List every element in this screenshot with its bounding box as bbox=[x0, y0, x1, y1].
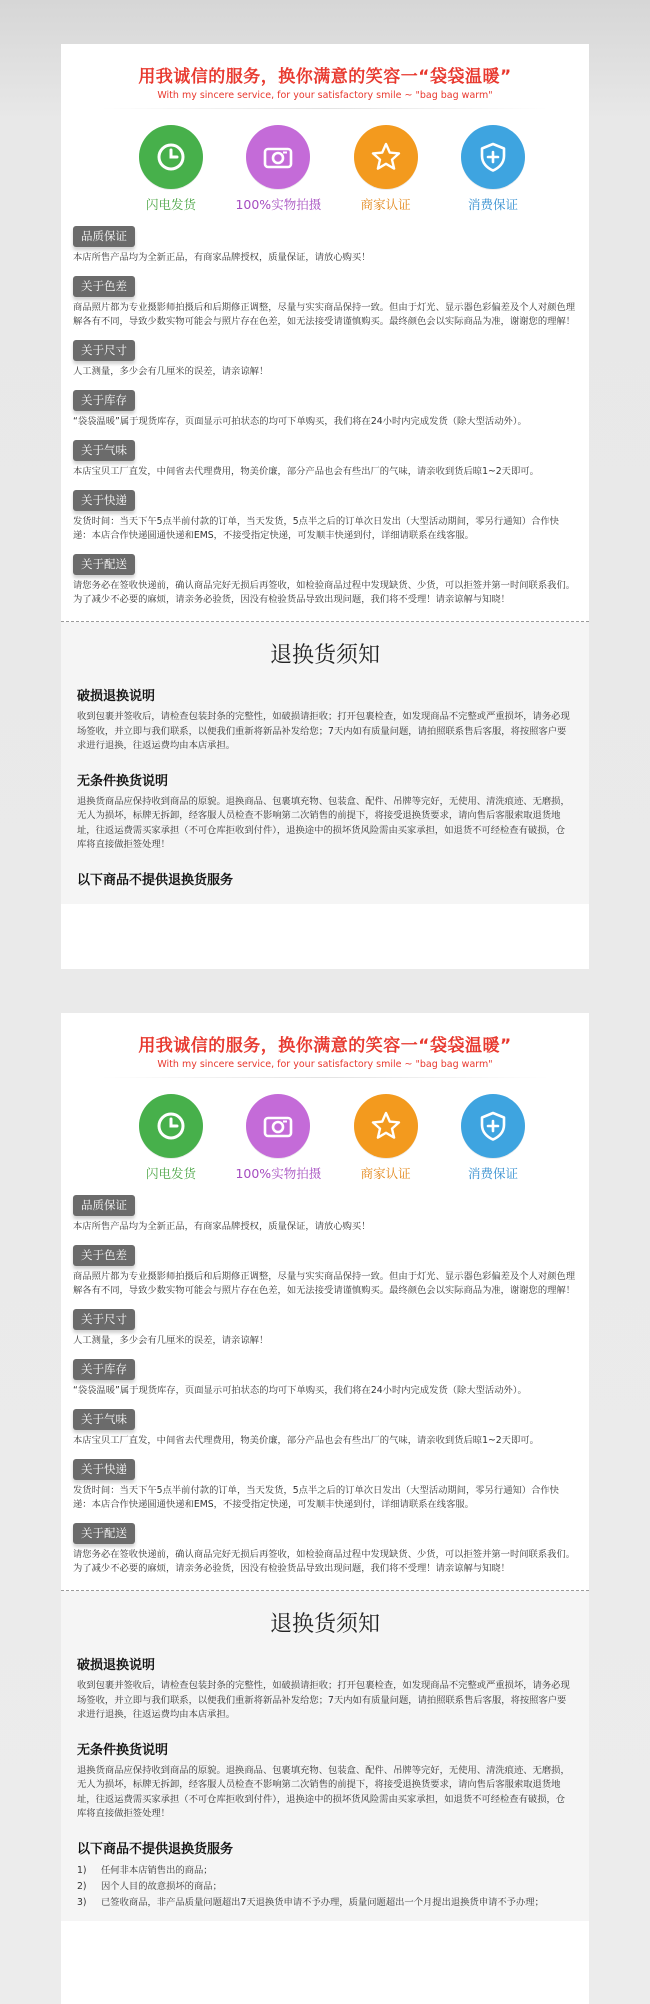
section-tag: 关于色差 bbox=[73, 1245, 135, 1266]
badge-fast-shipping bbox=[123, 125, 219, 213]
section-text: 商品照片都为专业摄影师拍摄后和后期修正调整，尽量与实实商品保持一致。但由于灯光、显示器色彩偏差及个人对颜色理解各有不同，导致少数实物可能会与照片存在色差，如无法接受请谨慎购买。最终颜色会以实际商品为准，谢谢您的理解！ bbox=[73, 1271, 576, 1296]
section-stock bbox=[73, 389, 577, 429]
star-icon bbox=[354, 125, 418, 189]
badge-label: 商家认证 bbox=[360, 1166, 411, 1181]
badge-label: 消费保证 bbox=[467, 197, 518, 212]
section-tag: 关于库存 bbox=[73, 1359, 135, 1380]
shield-icon bbox=[461, 125, 525, 189]
section-text: 本店所售产品均为全新正品，有商家品牌授权，质量保证，请放心购买！ bbox=[73, 252, 371, 263]
section-text: “袋袋温暖”属于现货库存，页面显示可拍状态的均可下单购买，我们将在24小时内完成发货（除大型活动外）。 bbox=[73, 416, 527, 427]
notice-heading-exclusions: 以下商品不提供退换货服务 bbox=[77, 872, 234, 888]
policy-sections bbox=[61, 213, 589, 607]
badge-real-photo bbox=[230, 1094, 326, 1182]
badge-label: 闪电发货 bbox=[145, 1166, 196, 1181]
camera-icon bbox=[246, 125, 310, 189]
section-tag: 关于配送 bbox=[73, 554, 135, 575]
section-tag: 关于尺寸 bbox=[73, 340, 135, 361]
badge-label: 100%实物拍摄 bbox=[235, 197, 322, 212]
section-stock bbox=[73, 1358, 577, 1398]
section-delivery bbox=[73, 1522, 577, 1576]
badge-real-photo bbox=[230, 125, 326, 213]
service-badges bbox=[61, 109, 589, 213]
section-text: 商品照片都为专业摄影师拍摄后和后期修正调整，尽量与实实商品保持一致。但由于灯光、显示器色彩偏差及个人对颜色理解各有不同，导致少数实物可能会与照片存在色差，如无法接受请谨慎购买。最终颜色会以实际商品为准，谢谢您的理解！ bbox=[73, 302, 576, 327]
section-tag: 关于快递 bbox=[73, 1459, 135, 1480]
notice-text-exchange: 退换货商品应保持收到商品的原貌。退换商品、包裹填充物、包装盒、配件、吊牌等完好，无使用、清洗痕迹、无磨损，无人为损坏，标牌无拆卸，经客服人员检查不影响第二次销售的前提下，将接受退换货要求，请向售后客服索取退货地址，往返运费需买家承担（不可仓库拒收到付件），退换途中的损坏货风险需由买家承担，如退货不可经检查有破损，仓库将直接做拒签处理！ bbox=[77, 795, 570, 850]
list-text: 因个人目的故意损坏的商品； bbox=[101, 1880, 222, 1892]
notice-text-damage: 收到包裹并签收后，请检查包装封条的完整性，如破损请拒收；打开包裹检查，如发现商品不完整或严重损坏，请务必现场签收，并立即与我们联系，以便我们重新将新品补发给您；7天内如有质量问题，请拍照联系售后客服，将按照客户要求进行退换，往返运费均由本店承担。 bbox=[77, 1680, 570, 1720]
info-panel-1 bbox=[61, 44, 589, 969]
policy-sections bbox=[61, 1182, 589, 1576]
service-badges bbox=[61, 1078, 589, 1182]
slogan-header bbox=[61, 1013, 589, 1078]
notice-heading-damage: 破损退换说明 bbox=[77, 1658, 156, 1673]
section-size bbox=[73, 1308, 577, 1348]
section-tag: 关于气味 bbox=[73, 1409, 135, 1430]
section-tag: 关于气味 bbox=[73, 440, 135, 461]
badge-label: 100%实物拍摄 bbox=[235, 1166, 322, 1181]
section-color bbox=[73, 275, 577, 329]
section-text: 本店宝贝工厂直发，中间省去代理费用，物美价廉，部分产品也会有些出厂的气味，请亲收到货后晾1~2天即可。 bbox=[73, 1435, 539, 1446]
badge-consumer-guarantee bbox=[445, 1094, 541, 1182]
badge-label: 商家认证 bbox=[360, 197, 411, 212]
notice-heading-damage: 破损退换说明 bbox=[77, 689, 156, 704]
return-notice bbox=[61, 622, 589, 904]
slogan-english: With my sincere service, for your satisfactory smile ~ "bag bag warm" bbox=[157, 90, 493, 101]
section-tag: 关于库存 bbox=[73, 390, 135, 411]
section-tag: 关于尺寸 bbox=[73, 1309, 135, 1330]
section-text: 发货时间：当天下午5点半前付款的订单，当天发货，5点半之后的订单次日发出（大型活动期间，零另行通知）合作快递：本店合作快递圆通快递和EMS，不接受指定快递，可发顺丰快递到付，详细请联系在线客服。 bbox=[73, 1485, 559, 1510]
section-quality bbox=[73, 225, 577, 265]
section-odor bbox=[73, 439, 577, 479]
section-text: 本店所售产品均为全新正品，有商家品牌授权，质量保证，请放心购买！ bbox=[73, 1221, 371, 1232]
section-size bbox=[73, 339, 577, 379]
section-text: 发货时间：当天下午5点半前付款的订单，当天发货，5点半之后的订单次日发出（大型活动期间，零另行通知）合作快递：本店合作快递圆通快递和EMS，不接受指定快递，可发顺丰快递到付，详细请联系在线客服。 bbox=[73, 516, 559, 541]
list-text: 任何非本店销售出的商品； bbox=[101, 1864, 213, 1876]
notice-text-exchange: 退换货商品应保持收到商品的原貌。退换商品、包裹填充物、包装盒、配件、吊牌等完好，无使用、清洗痕迹、无磨损，无人为损坏，标牌无拆卸，经客服人员检查不影响第二次销售的前提下，将接受退换货要求，请向售后客服索取退货地址，往返运费需买家承担（不可仓库拒收到付件），退换途中的损坏货风险需由买家承担，如退货不可经检查有破损，仓库将直接做拒签处理！ bbox=[77, 1764, 570, 1819]
section-tag: 品质保证 bbox=[73, 226, 135, 247]
section-quality bbox=[73, 1194, 577, 1234]
notice-text-damage: 收到包裹并签收后，请检查包装封条的完整性，如破损请拒收；打开包裹检查，如发现商品不完整或严重损坏，请务必现场签收，并立即与我们联系，以便我们重新将新品补发给您；7天内如有质量问题，请拍照联系售后客服，将按照客户要求进行退换，往返运费均由本店承担。 bbox=[77, 711, 570, 751]
section-color bbox=[73, 1244, 577, 1298]
notice-title: 退换货须知 bbox=[269, 1612, 380, 1637]
shield-icon bbox=[461, 1094, 525, 1158]
badge-consumer-guarantee bbox=[445, 125, 541, 213]
list-item bbox=[77, 1863, 573, 1879]
badge-label: 闪电发货 bbox=[145, 197, 196, 212]
info-panel-2 bbox=[61, 1013, 589, 2004]
notice-heading-exchange: 无条件换货说明 bbox=[77, 773, 169, 789]
section-text: 请您务必在签收快递前，确认商品完好无损后再签收，如检验商品过程中发现缺货、少货，可以拒签并第一时间联系我们。为了减少不必要的麻烦，请亲务必验货，因没有检验货品导致出现问题，我们将不受理！请亲谅解与知晓！ bbox=[73, 580, 576, 605]
section-tag: 关于配送 bbox=[73, 1523, 135, 1544]
camera-icon bbox=[246, 1094, 310, 1158]
list-text: 已签收商品，非产品质量问题超出7天退换货申请不予办理，质量问题超出一个月提出退换货申请不予办理； bbox=[101, 1896, 544, 1908]
section-tag: 品质保证 bbox=[73, 1195, 135, 1216]
section-text: 人工测量，多少会有几厘米的误差，请亲谅解！ bbox=[73, 1335, 269, 1346]
section-text: 人工测量，多少会有几厘米的误差，请亲谅解！ bbox=[73, 366, 269, 377]
slogan-chinese: 用我诚信的服务，换你满意的笑容一“袋袋温暖” bbox=[138, 1036, 512, 1056]
list-item bbox=[77, 1895, 573, 1911]
section-tag: 关于色差 bbox=[73, 276, 135, 297]
section-odor bbox=[73, 1408, 577, 1448]
notice-title: 退换货须知 bbox=[269, 643, 380, 668]
list-number: 2) bbox=[77, 1880, 87, 1892]
section-express bbox=[73, 489, 577, 543]
badge-merchant-cert bbox=[338, 125, 434, 213]
star-icon bbox=[354, 1094, 418, 1158]
section-tag: 关于快递 bbox=[73, 490, 135, 511]
notice-heading-exclusions: 以下商品不提供退换货服务 bbox=[77, 1841, 234, 1857]
clock-icon bbox=[139, 125, 203, 189]
section-text: 本店宝贝工厂直发，中间省去代理费用，物美价廉，部分产品也会有些出厂的气味，请亲收到货后晾1~2天即可。 bbox=[73, 466, 539, 477]
badge-merchant-cert bbox=[338, 1094, 434, 1182]
exclusions-list bbox=[77, 1863, 573, 1911]
return-notice bbox=[61, 1591, 589, 1921]
clock-icon bbox=[139, 1094, 203, 1158]
section-text: “袋袋温暖”属于现货库存，页面显示可拍状态的均可下单购买，我们将在24小时内完成发货（除大型活动外）。 bbox=[73, 1385, 527, 1396]
section-text: 请您务必在签收快递前，确认商品完好无损后再签收，如检验商品过程中发现缺货、少货，可以拒签并第一时间联系我们。为了减少不必要的麻烦，请亲务必验货，因没有检验货品导致出现问题，我们将不受理！请亲谅解与知晓！ bbox=[73, 1549, 576, 1574]
badge-fast-shipping bbox=[123, 1094, 219, 1182]
slogan-chinese: 用我诚信的服务，换你满意的笑容一“袋袋温暖” bbox=[138, 67, 512, 87]
slogan-english: With my sincere service, for your satisfactory smile ~ "bag bag warm" bbox=[157, 1059, 493, 1070]
list-number: 1) bbox=[77, 1864, 87, 1876]
slogan-header bbox=[61, 44, 589, 109]
list-item bbox=[77, 1879, 573, 1895]
section-express bbox=[73, 1458, 577, 1512]
badge-label: 消费保证 bbox=[467, 1166, 518, 1181]
section-delivery bbox=[73, 553, 577, 607]
list-number: 3) bbox=[77, 1896, 87, 1908]
notice-heading-exchange: 无条件换货说明 bbox=[77, 1742, 169, 1758]
